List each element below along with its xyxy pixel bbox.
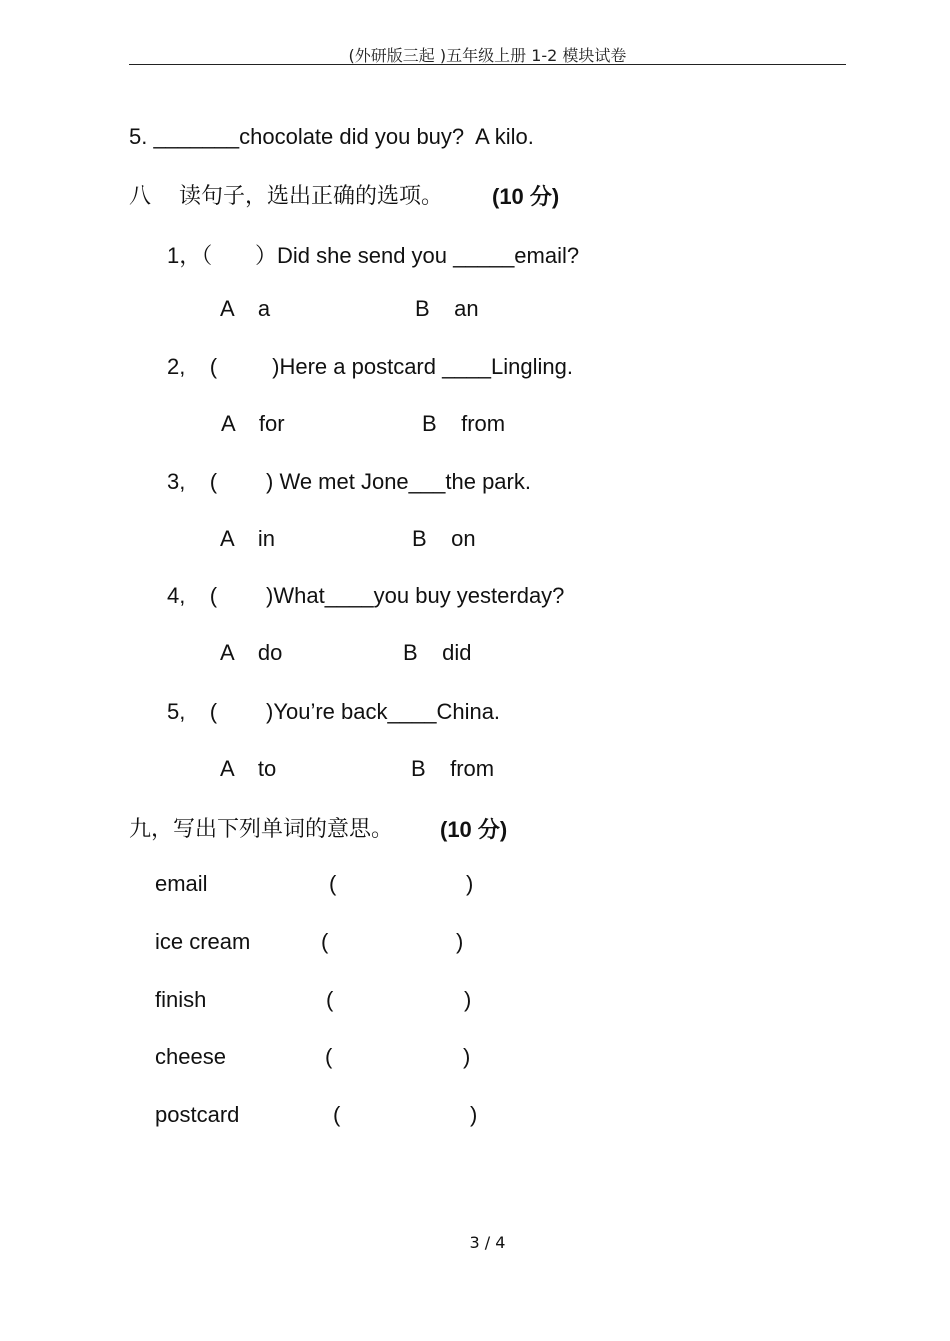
section-8-heading: 八 读句子，选出正确的选项。 — [129, 184, 443, 209]
section-9-score: (10 分) — [440, 817, 508, 842]
question-2-stem: 2, ( )Here a postcard ____Lingling. — [167, 354, 573, 379]
section-8-score: (10 分) — [492, 184, 560, 209]
answer-open-paren: ( — [325, 1044, 333, 1069]
word-email: email — [155, 871, 208, 896]
page-number: 3 / 4 — [469, 1233, 506, 1252]
question-5-option-b: B from — [411, 756, 495, 781]
answer-close-paren: ) — [466, 871, 474, 896]
answer-open-paren: ( — [333, 1102, 341, 1127]
question-1-option-a: A a — [220, 296, 271, 321]
question-5-option-a: A to — [220, 756, 277, 781]
question-5-stem: 5, ( )You’re back____China. — [167, 699, 501, 724]
question-3-option-b: B on — [412, 526, 476, 551]
answer-close-paren: ) — [463, 1044, 471, 1069]
word-postcard: postcard — [155, 1102, 240, 1127]
answer-open-paren: ( — [329, 871, 337, 896]
word-finish: finish — [155, 987, 207, 1012]
question-1-stem: 1，（ ）Did she send you _____email? — [167, 243, 580, 268]
word-ice-cream: ice cream — [155, 929, 251, 954]
question-4-stem: 4, ( )What____you buy yesterday? — [167, 583, 565, 608]
section-9-heading: 九，写出下列单词的意思。 — [129, 817, 394, 842]
answer-close-paren: ) — [470, 1102, 478, 1127]
question-2-option-b: B from — [422, 411, 506, 436]
answer-open-paren: ( — [321, 929, 329, 954]
question-4-option-b: B did — [403, 640, 472, 665]
answer-close-paren: ) — [464, 987, 472, 1012]
answer-close-paren: ) — [456, 929, 464, 954]
previous-question: 5. _______chocolate did you buy? A kilo. — [129, 124, 534, 149]
question-4-option-a: A do — [220, 640, 283, 665]
word-cheese: cheese — [155, 1044, 226, 1069]
question-3-stem: 3, ( ) We met Jone___the park. — [167, 469, 531, 494]
answer-open-paren: ( — [326, 987, 334, 1012]
question-3-option-a: A in — [220, 526, 276, 551]
header-rule — [129, 64, 846, 65]
question-2-option-a: A for — [221, 411, 285, 436]
page-header: (外研版三起 )五年级上册 1-2 模块试卷 — [348, 46, 627, 65]
question-1-option-b: B an — [415, 296, 479, 321]
